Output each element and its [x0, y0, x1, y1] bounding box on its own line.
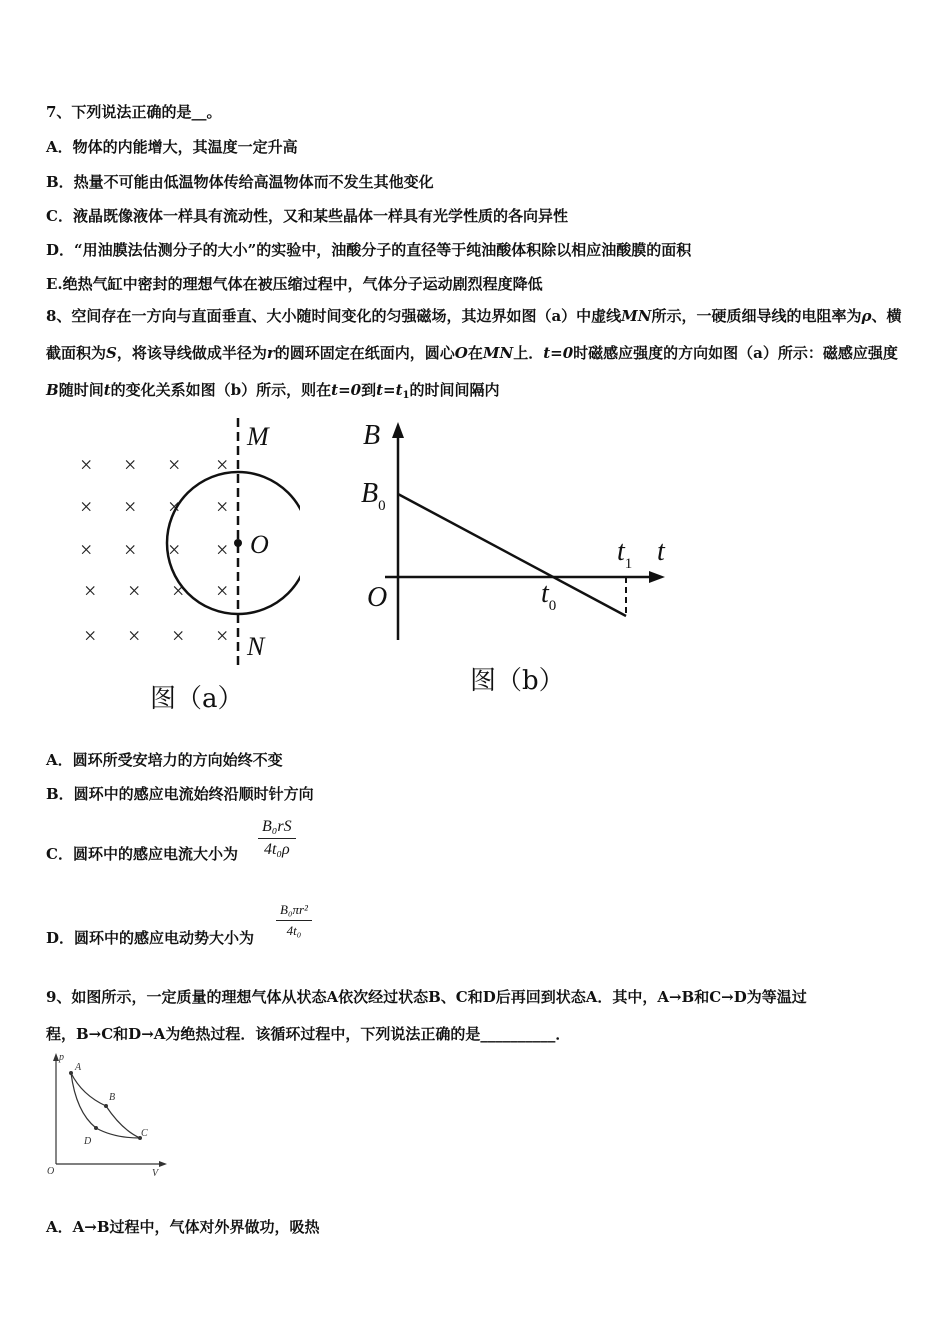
label-p: p — [59, 1052, 64, 1063]
field-cross: × — [84, 578, 97, 603]
q9-pv-graph — [44, 1050, 174, 1180]
v-axis-arrow — [159, 1161, 167, 1167]
label-a: A — [75, 1062, 82, 1073]
figure-a-caption: 图（a） — [150, 684, 244, 714]
field-cross: × — [84, 623, 97, 648]
field-cross: × — [216, 537, 229, 562]
field-cross: × — [172, 578, 185, 603]
field-cross: × — [80, 452, 93, 477]
field-cross: × — [128, 623, 141, 648]
label-d: D — [84, 1136, 92, 1147]
field-cross: × — [216, 623, 229, 648]
curve-ab — [71, 1073, 106, 1106]
field-cross: × — [124, 452, 137, 477]
field-cross: × — [168, 537, 181, 562]
q8-option-b: B．圆环中的感应电流始终沿顺时针方向 — [46, 785, 314, 803]
field-cross: × — [168, 452, 181, 477]
label-origin: O — [367, 582, 388, 613]
ring — [167, 472, 300, 614]
label-o: O — [47, 1166, 55, 1177]
q8-option-c-fraction: $\frac{\text{B₀rS}}{\text{4t₀ρ}}$ — [258, 818, 296, 859]
b-t-line — [398, 494, 626, 616]
field-cross: × — [128, 578, 141, 603]
label-b: B — [109, 1092, 116, 1103]
label-b0: $B_0$ — [361, 478, 386, 514]
q7-option-e: E.绝热气缸中密封的理想气体在被压缩过程中，气体分子运动剧烈程度降低 — [46, 275, 543, 293]
field-cross: × — [168, 494, 181, 519]
field-cross: × — [216, 452, 229, 477]
field-cross: × — [216, 578, 229, 603]
label-t-axis: t — [657, 536, 665, 567]
figure-b — [355, 418, 675, 658]
state-a-point — [69, 1071, 73, 1075]
q7-option-c: C．液晶既像液体一样具有流动性，又和某些晶体一样具有光学性质的各向异性 — [46, 207, 568, 225]
label-b: B — [363, 420, 381, 451]
q8-option-d: D．圆环中的感应电动势大小为 — [46, 929, 255, 947]
label-n: N — [247, 632, 265, 661]
curve-bc — [106, 1106, 140, 1138]
field-cross: × — [124, 537, 137, 562]
q7-stem: 7、下列说法正确的是__。 — [46, 103, 222, 121]
q9-stem-line1: 9、如图所示，一定质量的理想气体从状态A依次经过状态B、C和D后再回到状态A．其中，A→B和C→D为等温过 — [46, 988, 807, 1006]
q8-option-c: C．圆环中的感应电流大小为 — [46, 845, 238, 863]
t-axis-arrow — [649, 571, 665, 583]
q7-option-a: A．物体的内能增大，其温度一定升高 — [46, 138, 298, 156]
curve-cd — [96, 1128, 140, 1138]
q8-option-a: A．圆环所受安培力的方向始终不变 — [46, 751, 283, 769]
field-cross: × — [216, 494, 229, 519]
figure-b-caption: 图（b） — [470, 666, 565, 696]
label-c: C — [141, 1128, 148, 1139]
curve-da — [71, 1073, 96, 1128]
b-axis-arrow — [392, 422, 404, 438]
field-cross: × — [80, 494, 93, 519]
q9-option-a: A．A→B过程中，气体对外界做功，吸热 — [46, 1218, 320, 1236]
label-t0: $t_0$ — [541, 578, 557, 614]
label-m: M — [247, 422, 269, 451]
label-o: O — [250, 530, 269, 559]
label-t1: $t_1$ — [617, 536, 633, 572]
q9-stem-line2: 程，B→C和D→A为绝热过程．该循环过程中，下列说法正确的是__________． — [46, 1025, 571, 1043]
state-b-point — [104, 1104, 108, 1108]
field-cross: × — [172, 623, 185, 648]
q8-stem: 8、空间存在一方向与直面垂直、大小随时间变化的匀强磁场，其边界如图（a）中虚线MN所示，一硬质细导线的电阻率为ρ、横截面积为S，将该导线做成半径为r的圆环固定在纸面内，圆心O在MN上．t=0时磁感应强度的方向如图（a）所示：磁感应强度B随时间t的变化关系如图（b）所示，则在t=0到$t=t_1$的时间间隔内 — [46, 307, 902, 401]
center-point — [234, 539, 242, 547]
field-cross: × — [124, 494, 137, 519]
q7-option-d: D．“用油膜法估测分子的大小”的实验中，油酸分子的直径等于纯油酸体积除以相应油酸膜的面积 — [46, 241, 692, 259]
label-v: V — [152, 1168, 159, 1179]
q8-option-d-fraction: $\frac{\text{B₀πr²}}{\text{4t₀}}$ — [276, 902, 312, 939]
field-cross: × — [80, 537, 93, 562]
figure-a — [60, 415, 300, 675]
state-d-point — [94, 1126, 98, 1130]
q7-option-b: B．热量不可能由低温物体传给高温物体而不发生其他变化 — [46, 173, 434, 191]
